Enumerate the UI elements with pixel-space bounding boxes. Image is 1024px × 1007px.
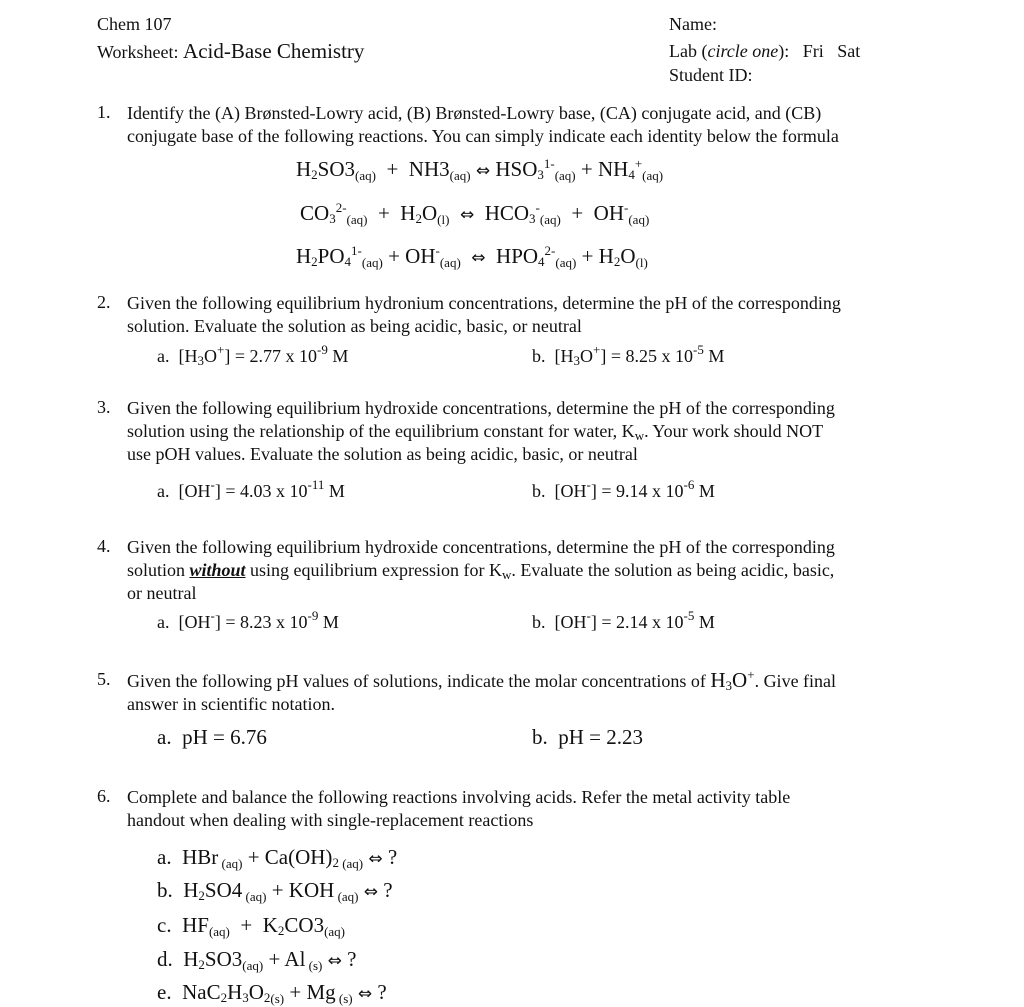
q5-part-b: b. pH = 2.23 xyxy=(532,725,644,749)
q3-line1: Given the following equilibrium hydroxide concentrations, determine the pH of the corresponding xyxy=(127,398,835,418)
q4-part-a: a. [OH-] = 8.23 x $10^{-9}$ M xyxy=(157,608,339,632)
worksheet-line xyxy=(97,39,364,64)
q3-part-b: b. [OH-] = 9.14 x $10^{-6}$ M xyxy=(532,477,715,501)
q2-part-b: b. $[H_3O^+] = 8.25$ x $10^{-5}$ M xyxy=(532,342,725,368)
q1-number: 1. xyxy=(97,102,111,122)
q1-line1: Identify the (A) Brønsted-Lowry acid, (B) Brønsted-Lowry base, (CA) conjugate acid, and (CB) xyxy=(127,103,822,123)
q6-reaction-c: c. $HF(aq) + K_2CO3(aq)$ xyxy=(157,913,346,939)
q6-reaction-d: d. $H_2SO3(aq) + Al$ (s) ⇔ ? xyxy=(157,947,357,973)
q5-number: 5. xyxy=(97,669,111,689)
lab-fri-option[interactable]: Fri xyxy=(802,41,824,61)
q3-part-a: a. [OH-] = 4.03 x $10^{-11}$ M xyxy=(157,477,345,501)
q2-line2: solution. Evaluate the solution as being acidic, basic, or neutral xyxy=(127,316,582,336)
q3-number: 3. xyxy=(97,397,111,417)
q4-number: 4. xyxy=(97,536,111,556)
name-label: Name: xyxy=(669,14,717,34)
q4-part-b: b. [OH-] = 2.14 x $10^{-5}$ M xyxy=(532,608,715,632)
q3-line2: solution using the relationship of the equilibrium constant for water, $K_w$. Your work should NOT xyxy=(127,421,824,443)
q5-line1: Given the following pH values of solutions, indicate the molar concentrations of $H_3O^+$. Give final xyxy=(127,667,837,693)
lab-sat-option[interactable]: Sat xyxy=(837,41,861,61)
q6-reaction-b: b. $H_2SO4$ (aq) + KOH (aq) ⇔ ? xyxy=(157,878,393,904)
q3-text xyxy=(127,397,835,466)
q6-line2: handout when dealing with single-replacement reactions xyxy=(127,810,534,830)
q4-line1: Given the following equilibrium hydroxide concentrations, determine the pH of the corresponding xyxy=(127,537,835,557)
q5-text xyxy=(127,669,836,716)
q4-line2: solution without using equilibrium expression for $K_w$. Evaluate the solution as being acidic, basic, xyxy=(127,560,835,582)
q3-line3: use pOH values. Evaluate the solution as being acidic, basic, or neutral xyxy=(127,444,638,464)
lab-close: ): xyxy=(778,41,790,61)
course-title: Chem 107 xyxy=(97,14,172,34)
q4-line3: or neutral xyxy=(127,583,197,603)
worksheet-label: Worksheet: xyxy=(97,42,179,62)
q6-text xyxy=(127,786,790,832)
q2-number: 2. xyxy=(97,292,111,312)
q6-reaction-e: e. $NaC_2H_3O_2(s) + Mg$ (s) ⇔ ? xyxy=(157,980,387,1006)
lab-line xyxy=(669,41,860,62)
q2-line1: Given the following equilibrium hydronium concentrations, determine the pH of the corresponding xyxy=(127,293,841,313)
q1-equation-2: $CO_3^{2-}(aq) + H_2O(l)$ ⇔ $HCO_3^-(aq) + OH^-(aq)$ xyxy=(300,200,650,227)
q1-line2: conjugate base of the following reactions. You can simply indicate each identity below the formula xyxy=(127,126,839,146)
q6-number: 6. xyxy=(97,786,111,806)
q6-line1: Complete and balance the following reactions involving acids. Refer the metal activity table xyxy=(127,787,791,807)
student-id-label: Student ID: xyxy=(669,65,753,85)
lab-label: Lab ( xyxy=(669,41,708,61)
worksheet-title: Acid-Base Chemistry xyxy=(183,39,365,63)
q1-text xyxy=(127,102,839,148)
q6-reaction-a: a. HBr $(aq) + Ca(OH)_2$ (aq) ⇔ ? xyxy=(157,845,398,871)
lab-circle-note: circle one xyxy=(707,41,779,61)
q4-emphasis-without: without xyxy=(189,560,246,580)
q2-part-a: a. $[H_3O^+] = 2.77$ x $10^{-9}$ M xyxy=(157,342,349,368)
q5-line2: answer in scientific notation. xyxy=(127,694,335,714)
q5-part-a: a. pH = 6.76 xyxy=(157,725,267,749)
q2-text xyxy=(127,292,841,338)
q1-equation-1: $H_2SO3(aq) + NH3(aq)$ ⇔ $HSO_3^{1-}(aq) + NH_4^+(aq)$ xyxy=(296,156,664,183)
q1-equation-3: $H_2PO_4^{1-}(aq) + OH^-(aq)$ ⇔ $HPO_4^{2-}(aq) + H_2O(l)$ xyxy=(296,243,648,270)
q4-text xyxy=(127,536,835,605)
